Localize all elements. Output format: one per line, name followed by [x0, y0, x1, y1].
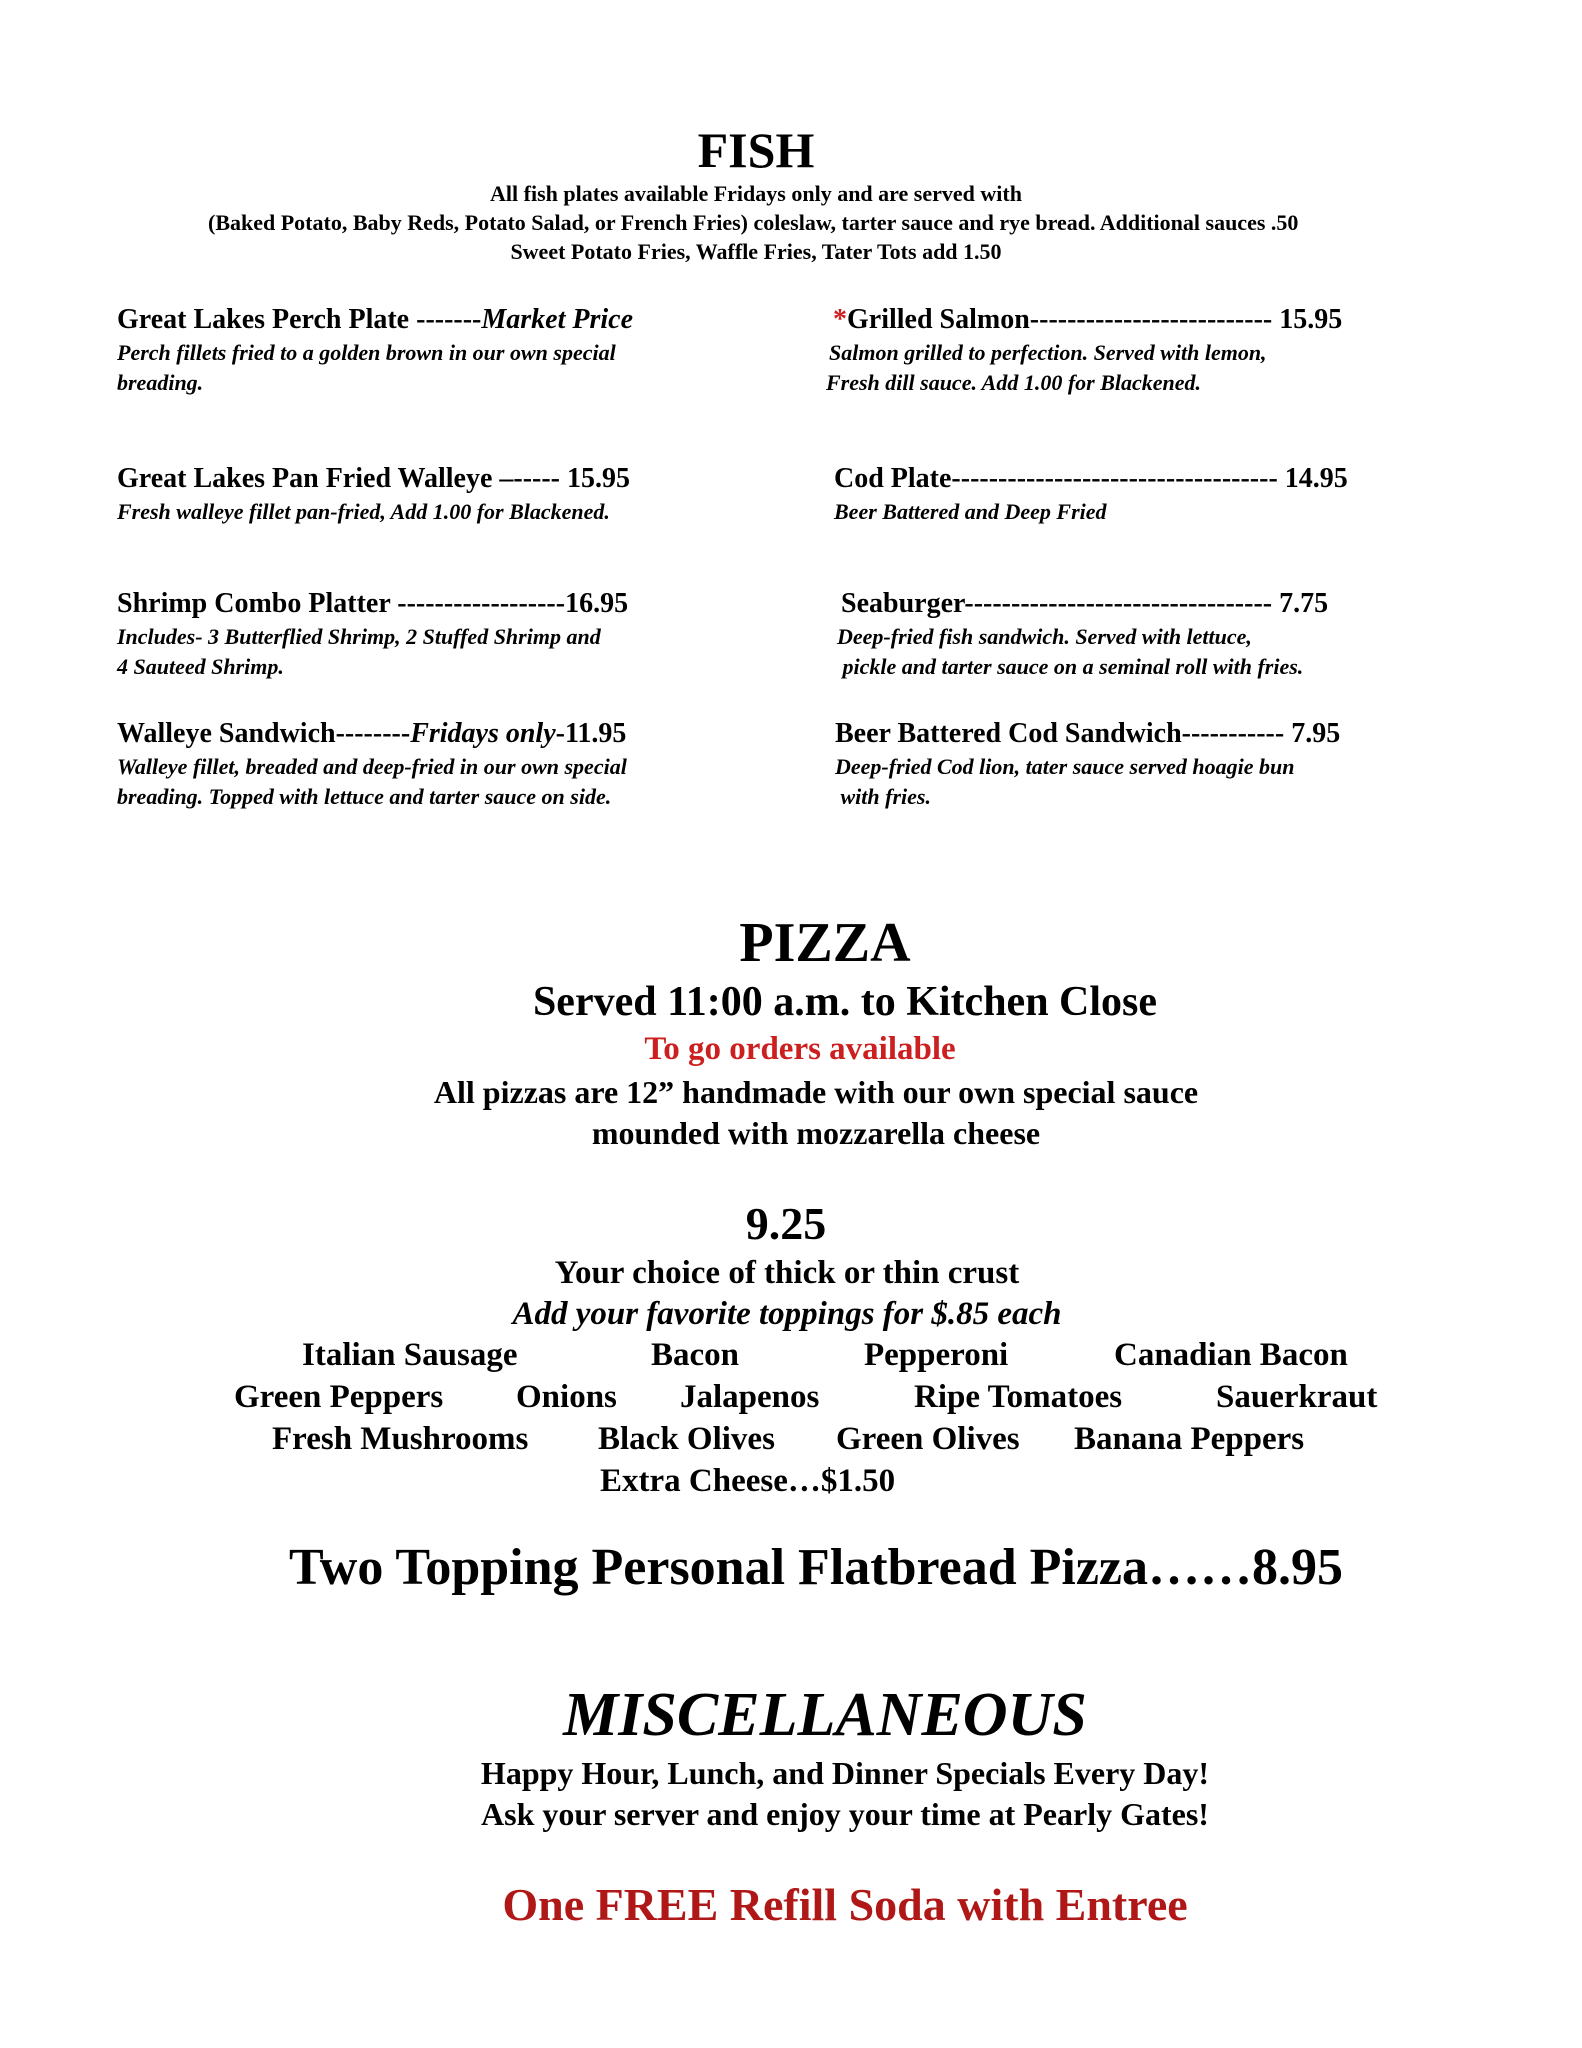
- item-description: pickle and tarter sauce on a seminal roll with fries.: [837, 654, 1304, 679]
- topping-item: Italian Sausage: [302, 1337, 518, 1373]
- menu-item-cod-sandwich: Beer Battered Cod Sandwich----------- 7.95: [835, 718, 1341, 749]
- item-description: Salmon grilled to perfection. Served with lemon,: [829, 340, 1267, 365]
- item-description: Deep-fried fish sandwich. Served with lettuce,: [837, 624, 1252, 649]
- item-description: Deep-fried Cod lion, tater sauce served hoagie bun: [835, 754, 1295, 779]
- free-refill-offer: One FREE Refill Soda with Entree: [502, 1879, 1188, 1930]
- menu-item-pan-fried-walleye: Great Lakes Pan Fried Walleye –----- 15.95: [117, 463, 630, 494]
- item-description: Fresh dill sauce. Add 1.00 for Blackened.: [826, 370, 1202, 395]
- topping-item: Banana Peppers: [1074, 1421, 1305, 1457]
- star-marker: *: [833, 304, 847, 335]
- topping-item: Jalapenos: [680, 1379, 820, 1415]
- menu-item-seaburger: Seaburger--------------------------------- 7.75: [841, 588, 1329, 619]
- topping-item: Canadian Bacon: [1114, 1337, 1348, 1373]
- topping-item: Ripe Tomatoes: [914, 1379, 1123, 1415]
- extra-cheese-price: Extra Cheese…$1.50: [600, 1463, 896, 1499]
- fish-note-line-3: Sweet Potato Fries, Waffle Fries, Tater Tots add 1.50: [510, 239, 1002, 264]
- item-description: Beer Battered and Deep Fried: [834, 499, 1107, 524]
- pizza-description-line-1: All pizzas are 12” handmade with our own special sauce: [433, 1074, 1199, 1110]
- topping-item: Pepperoni: [864, 1337, 1009, 1373]
- pizza-description-line-2: mounded with mozzarella cheese: [591, 1115, 1041, 1151]
- item-availability: Fridays only: [410, 718, 556, 749]
- item-description: breading.: [117, 370, 204, 395]
- fish-section-title: FISH: [697, 122, 815, 178]
- item-description: 4 Sauteed Shrimp.: [117, 654, 284, 679]
- item-description: breading. Topped with lettuce and tarter sauce on side.: [117, 784, 612, 809]
- flatbread-pizza-offer: Two Topping Personal Flatbread Pizza……8.95: [288, 1539, 1344, 1596]
- topping-item: Fresh Mushrooms: [272, 1421, 529, 1457]
- menu-item-walleye-sandwich: [117, 717, 626, 751]
- item-description: with fries.: [835, 784, 931, 809]
- topping-item: Onions: [516, 1379, 617, 1415]
- pizza-toppings-note: Add your favorite toppings for $.85 each: [512, 1296, 1062, 1332]
- topping-item: Sauerkraut: [1216, 1379, 1378, 1415]
- item-description: Perch fillets fried to a golden brown in our own special: [117, 340, 616, 365]
- fish-note-line-2: (Baked Potato, Baby Reds, Potato Salad, or French Fries) coleslaw, tarter sauce and rye bread. Additional sauces .50: [208, 210, 1299, 235]
- menu-item-shrimp-combo: Shrimp Combo Platter ------------------16.95: [117, 588, 629, 619]
- item-description: Includes- 3 Butterflied Shrimp, 2 Stuffed Shrimp and: [117, 624, 601, 649]
- pizza-section-title: PIZZA: [739, 912, 911, 974]
- item-name: Great Lakes Perch Plate -------: [117, 304, 482, 335]
- pizza-hours: Served 11:00 a.m. to Kitchen Close: [532, 979, 1158, 1025]
- fish-note-line-1: All fish plates available Fridays only and are served with: [490, 181, 1022, 206]
- item-description: Walleye fillet, breaded and deep-fried in our own special: [117, 754, 627, 779]
- misc-server-line: Ask your server and enjoy your time at Pearly Gates!: [481, 1796, 1209, 1832]
- topping-item: Bacon: [651, 1337, 740, 1373]
- misc-section-title: MISCELLANEOUS: [563, 1681, 1087, 1749]
- item-name: Grilled Salmon-------------------------- 15.95: [847, 304, 1343, 335]
- item-price: -11.95: [555, 718, 627, 749]
- pizza-togo-note: To go orders available: [644, 1031, 956, 1067]
- pizza-price: 9.25: [745, 1198, 827, 1249]
- item-name: Walleye Sandwich--------: [117, 718, 411, 749]
- pizza-crust-note: Your choice of thick or thin crust: [554, 1255, 1020, 1291]
- item-price: Market Price: [481, 304, 634, 335]
- menu-item-perch-plate: [117, 303, 633, 337]
- item-description: Fresh walleye fillet pan-fried, Add 1.00 for Blackened.: [117, 499, 610, 524]
- topping-item: Green Peppers: [234, 1379, 444, 1415]
- topping-item: Black Olives: [598, 1421, 775, 1457]
- misc-specials-line: Happy Hour, Lunch, and Dinner Specials Every Day!: [480, 1755, 1210, 1791]
- menu-item-grilled-salmon: [833, 303, 1342, 337]
- topping-item: Green Olives: [836, 1421, 1020, 1457]
- menu-item-cod-plate: Cod Plate----------------------------------- 14.95: [834, 463, 1348, 494]
